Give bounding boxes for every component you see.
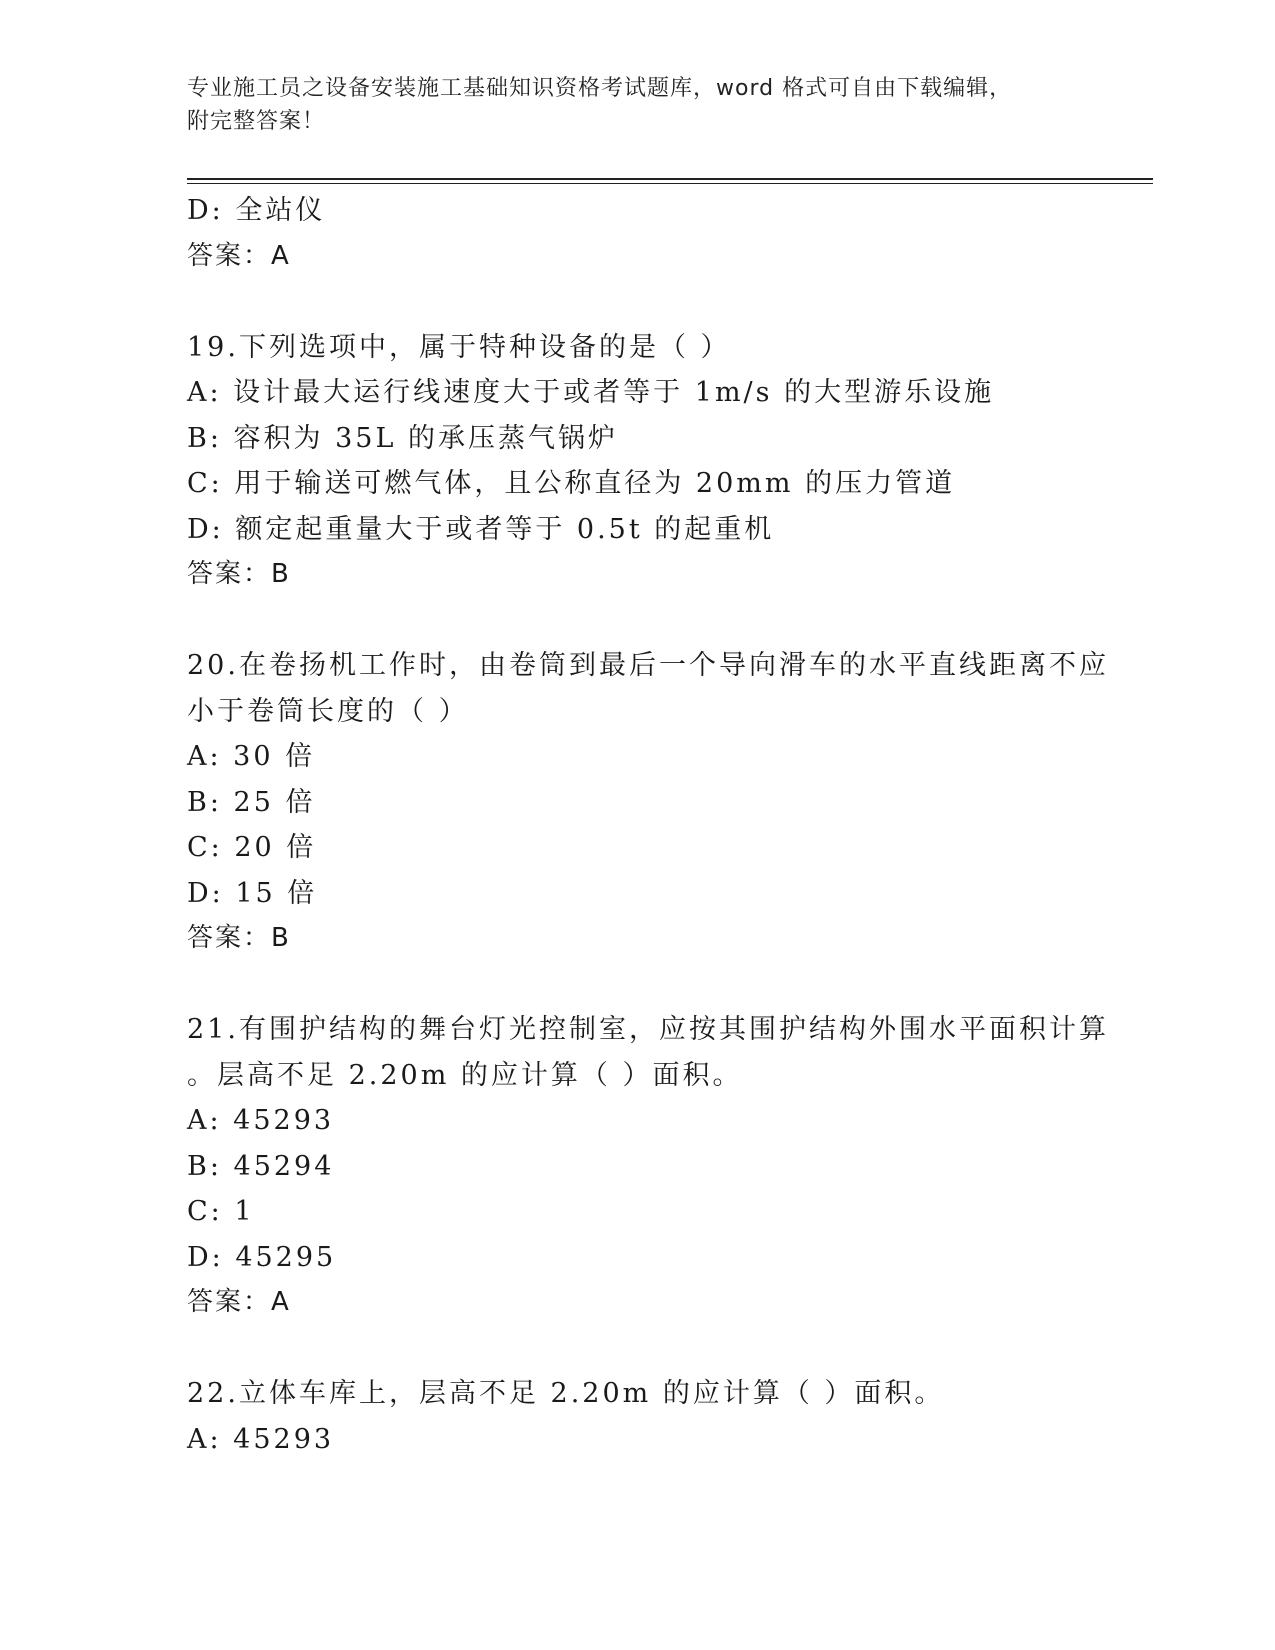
q20-stem-line2: 小于卷筒长度的（ ） xyxy=(187,695,469,727)
q19-option-c: C: 用于输送可燃气体，且公称直径为 20mm 的压力管道 xyxy=(187,468,956,499)
q21-option-c: C: 1 xyxy=(187,1196,255,1227)
q21-option-d: D: 45295 xyxy=(187,1241,337,1273)
q18-answer: 答案：A xyxy=(187,240,291,271)
q20-option-d: D: 15 倍 xyxy=(187,877,318,909)
q19-stem: 19.下列选项中，属于特种设备的是（ ） xyxy=(187,331,731,363)
q20-stem-line1: 20.在卷扬机工作时，由卷筒到最后一个导向滑车的水平直线距离不应 xyxy=(187,650,1109,681)
document-header xyxy=(187,72,1087,138)
q21-stem-line2: 。层高不足 2.20m 的应计算（ ）面积。 xyxy=(187,1059,743,1091)
q21-answer: 答案：A xyxy=(187,1287,291,1317)
q20-option-b: B: 25 倍 xyxy=(187,786,316,818)
q20-option-a: A: 30 倍 xyxy=(187,741,316,772)
spacer xyxy=(187,1326,1087,1372)
q22-option-a: A: 45293 xyxy=(187,1423,335,1455)
q19-option-b: B: 容积为 35L 的承压蒸气锅炉 xyxy=(187,422,618,454)
header-divider-thin xyxy=(187,183,1153,184)
header-title-line1: 专业施工员之设备安装施工基础知识资格考试题库，word 格式可自由下载编辑， xyxy=(187,76,1013,101)
q19-option-d: D: 额定起重量大于或者等于 0.5t 的起重机 xyxy=(187,513,775,545)
q18-option-d: D: 全站仪 xyxy=(187,195,326,226)
q21-option-b: B: 45294 xyxy=(187,1150,335,1182)
q20-answer: 答案：B xyxy=(187,923,291,953)
q19-option-a: A: 设计最大运行线速度大于或者等于 1m/s 的大型游乐设施 xyxy=(187,377,995,408)
spacer xyxy=(187,279,1087,325)
header-divider-thick xyxy=(187,178,1153,180)
spacer xyxy=(187,962,1087,1008)
q21-stem-line1: 21.有围护结构的舞台灯光控制室，应按其围护结构外围水平面积计算 xyxy=(187,1014,1109,1045)
spacer xyxy=(187,598,1087,644)
q20-option-c: C: 20 倍 xyxy=(187,832,317,863)
header-title-line2: 附完整答案！ xyxy=(187,109,326,134)
q21-option-a: A: 45293 xyxy=(187,1105,335,1136)
q22-stem: 22.立体车库上，层高不足 2.20m 的应计算（ ）面积。 xyxy=(187,1378,945,1409)
q19-answer: 答案：B xyxy=(187,559,291,589)
question-list xyxy=(187,188,1109,1462)
